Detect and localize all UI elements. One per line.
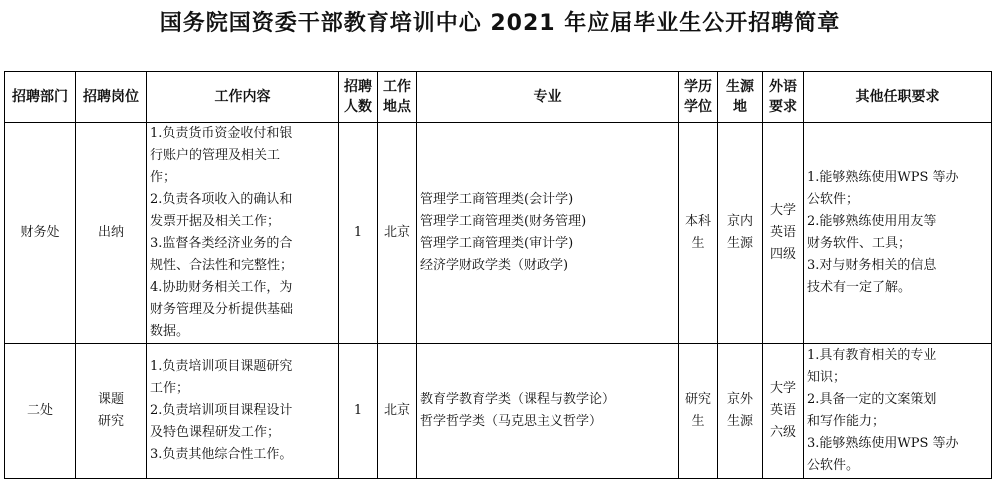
language-line: 英语 [769,403,796,418]
source-line: 生源 [726,236,753,251]
content-line: 3.监督各类经济业务的合 [150,236,293,251]
header-source [718,72,763,123]
content-line: 4.协助财务相关工作，为 [150,280,293,295]
page-title: 国务院国资委干部教育培训中心 2021 年应届毕业生公开招聘简章 [159,11,841,36]
header-dept: 招聘部门 [5,72,76,123]
other-line: 知识； [807,370,847,385]
cell-other [804,344,992,479]
cell-language [763,344,804,479]
cell-source [718,344,763,479]
source-line: 京内 [726,214,753,229]
language-line: 大学 [769,381,796,396]
header-count [339,72,378,123]
header-position: 招聘岗位 [76,72,147,123]
content-line: 规性、合法性和完整性； [150,258,294,273]
position-line: 研究 [97,414,124,429]
table-row [5,344,992,479]
cell-location: 北京 [378,123,417,344]
content-line: 作； [150,170,177,185]
cell-other [804,123,992,344]
major-line: 教育学教育学类（课程与教学论） [420,392,616,407]
major-line: 管理学工商管理类(会计学) [420,192,574,207]
cell-count: 1 [339,344,378,479]
other-line: 公软件； [807,192,860,207]
header-language-line: 要求 [769,99,797,115]
header-degree-line: 学位 [684,99,712,115]
recruitment-table [4,71,992,479]
header-language-line: 外语 [769,79,797,95]
cell-degree [679,123,718,344]
source-line: 生源 [726,414,753,429]
header-source-line: 生源 [726,79,754,95]
content-line: 工作； [150,381,190,396]
major-line: 哲学哲学类（马克思主义哲学） [420,414,603,429]
content-line: 数据。 [150,324,190,339]
language-line: 六级 [769,425,796,440]
other-line: 财务软件、工具； [807,236,912,251]
degree-line: 研究 [684,392,711,407]
cell-major [417,123,679,344]
table-row [5,123,992,344]
content-line: 1.负责货币资金收付和银 [150,126,293,141]
header-count-line: 招聘 [344,79,372,95]
cell-major [417,344,679,479]
cell-source [718,123,763,344]
cell-content [147,123,339,344]
content-line: 2.负责培训项目课程设计 [150,403,293,418]
other-line: 和写作能力； [807,414,886,429]
content-line: 财务管理及分析提供基础 [150,302,294,317]
content-line: 及特色课程研发工作； [150,425,281,440]
other-line: 公软件。 [807,458,860,473]
major-line: 管理学工商管理类(财务管理) [420,214,587,229]
content-line: 行账户的管理及相关工 [150,148,281,163]
header-degree [679,72,718,123]
other-line: 1.具有教育相关的专业 [807,348,937,363]
source-line: 京外 [726,392,753,407]
cell-count: 1 [339,123,378,344]
cell-position [76,344,147,479]
header-major: 专业 [417,72,679,123]
position-line: 出纳 [97,225,124,240]
language-line: 大学 [769,203,796,218]
other-line: 3.对与财务相关的信息 [807,258,937,273]
content-line: 发票开据及相关工作； [150,214,281,229]
content-line: 1.负责培训项目课题研究 [150,359,293,374]
language-line: 四级 [769,247,796,262]
header-content: 工作内容 [147,72,339,123]
header-row [5,72,992,123]
other-line: 1.能够熟练使用WPS 等办 [807,170,959,185]
cell-dept: 财务处 [5,123,76,344]
degree-line: 生 [691,236,705,251]
cell-location: 北京 [378,344,417,479]
header-degree-line: 学历 [684,79,712,95]
other-line: 2.具备一定的文案策划 [807,392,937,407]
other-line: 2.能够熟练使用用友等 [807,214,937,229]
header-language [763,72,804,123]
cell-content [147,344,339,479]
header-location-line: 工作 [383,79,411,95]
cell-degree [679,344,718,479]
header-location [378,72,417,123]
major-line: 经济学财政学类（财政学) [420,258,569,273]
degree-line: 生 [691,414,705,429]
header-location-line: 地点 [383,99,411,115]
content-line: 2.负责各项收入的确认和 [150,192,293,207]
other-line: 3.能够熟练使用WPS 等办 [807,436,959,451]
other-line: 技术有一定了解。 [807,280,912,295]
header-count-line: 人数 [344,99,372,115]
cell-dept: 二处 [5,344,76,479]
content-line: 3.负责其他综合性工作。 [150,447,293,462]
cell-position [76,123,147,344]
header-source-line: 地 [733,99,747,115]
cell-language [763,123,804,344]
position-line: 课题 [97,392,124,407]
degree-line: 本科 [684,214,711,229]
language-line: 英语 [769,225,796,240]
major-line: 管理学工商管理类(审计学) [420,236,574,251]
header-other: 其他任职要求 [804,72,992,123]
